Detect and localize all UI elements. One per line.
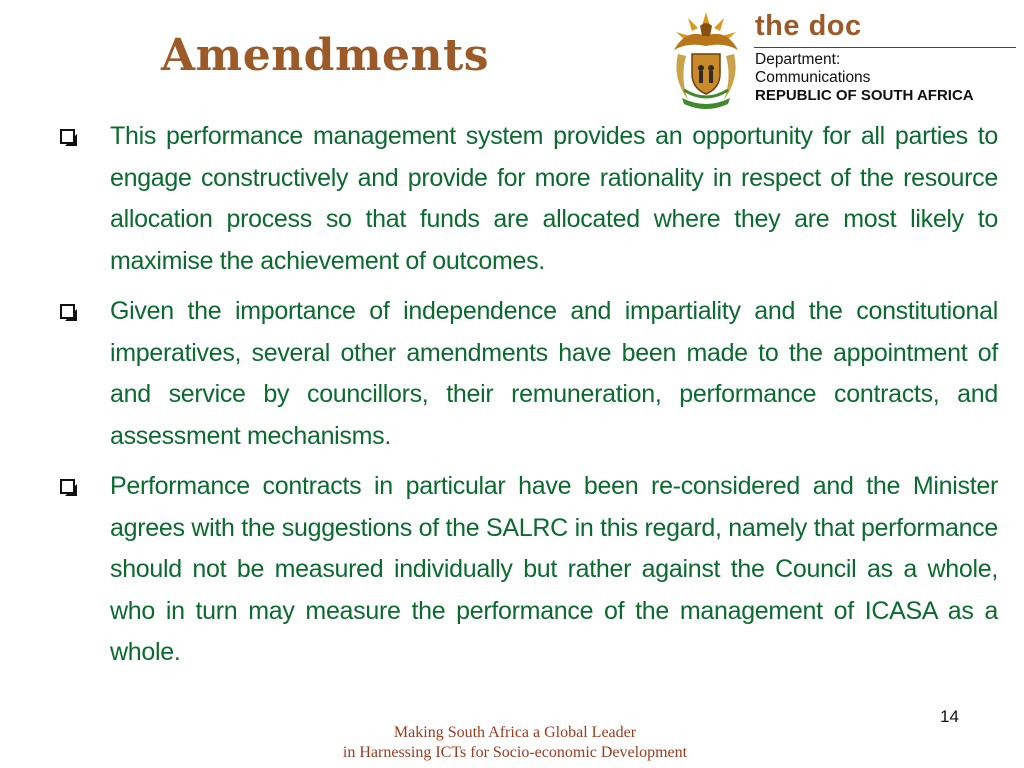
footer-line-2: in Harnessing ICTs for Socio-economic Development [342, 744, 688, 761]
department-name: Communications [755, 69, 871, 86]
footer-line-1: Making South Africa a Global Leader [393, 724, 637, 741]
brand-name [755, 10, 862, 43]
bullet-text: Given the importance of independence and impartiality and the constitutional imperatives, several other amendments have been made to the appointment of and service by councillors, their remuneration, performance contracts, and assessment mechanisms. [110, 297, 998, 450]
department-label: Department: [755, 51, 841, 68]
page-number: 14 [940, 707, 959, 726]
bullet-item [60, 291, 998, 457]
bullet-text: This performance management system provides an opportunity for all parties to engage constructively and provide for more rationality in respect of the resource allocation process so that funds are allocated where they are most likely to maximise the achievement of outcomes. [110, 122, 998, 275]
brand-prefix: the [755, 10, 800, 42]
checkbox-bullet-icon [60, 304, 75, 319]
brand-divider [754, 47, 1016, 48]
bullet-item [60, 116, 998, 282]
country-name: REPUBLIC OF SOUTH AFRICA [755, 87, 974, 104]
coat-of-arms-icon [666, 6, 746, 110]
department-logo [666, 6, 1018, 110]
footer-tagline [0, 723, 1024, 763]
checkbox-bullet-icon [60, 129, 75, 144]
bullet-item [60, 466, 998, 674]
slide-title: Amendments [161, 30, 490, 81]
checkbox-bullet-icon [60, 479, 75, 494]
bullet-list [60, 116, 998, 683]
bullet-text: Performance contracts in particular have been re-considered and the Minister agrees with the suggestions of the SALRC in this regard, namely that performance should not be measured individually but rather against the Council as a whole, who in turn may measure the performance of the management of ICASA as a whole. [110, 472, 998, 666]
brand-doc: doc [808, 10, 862, 42]
